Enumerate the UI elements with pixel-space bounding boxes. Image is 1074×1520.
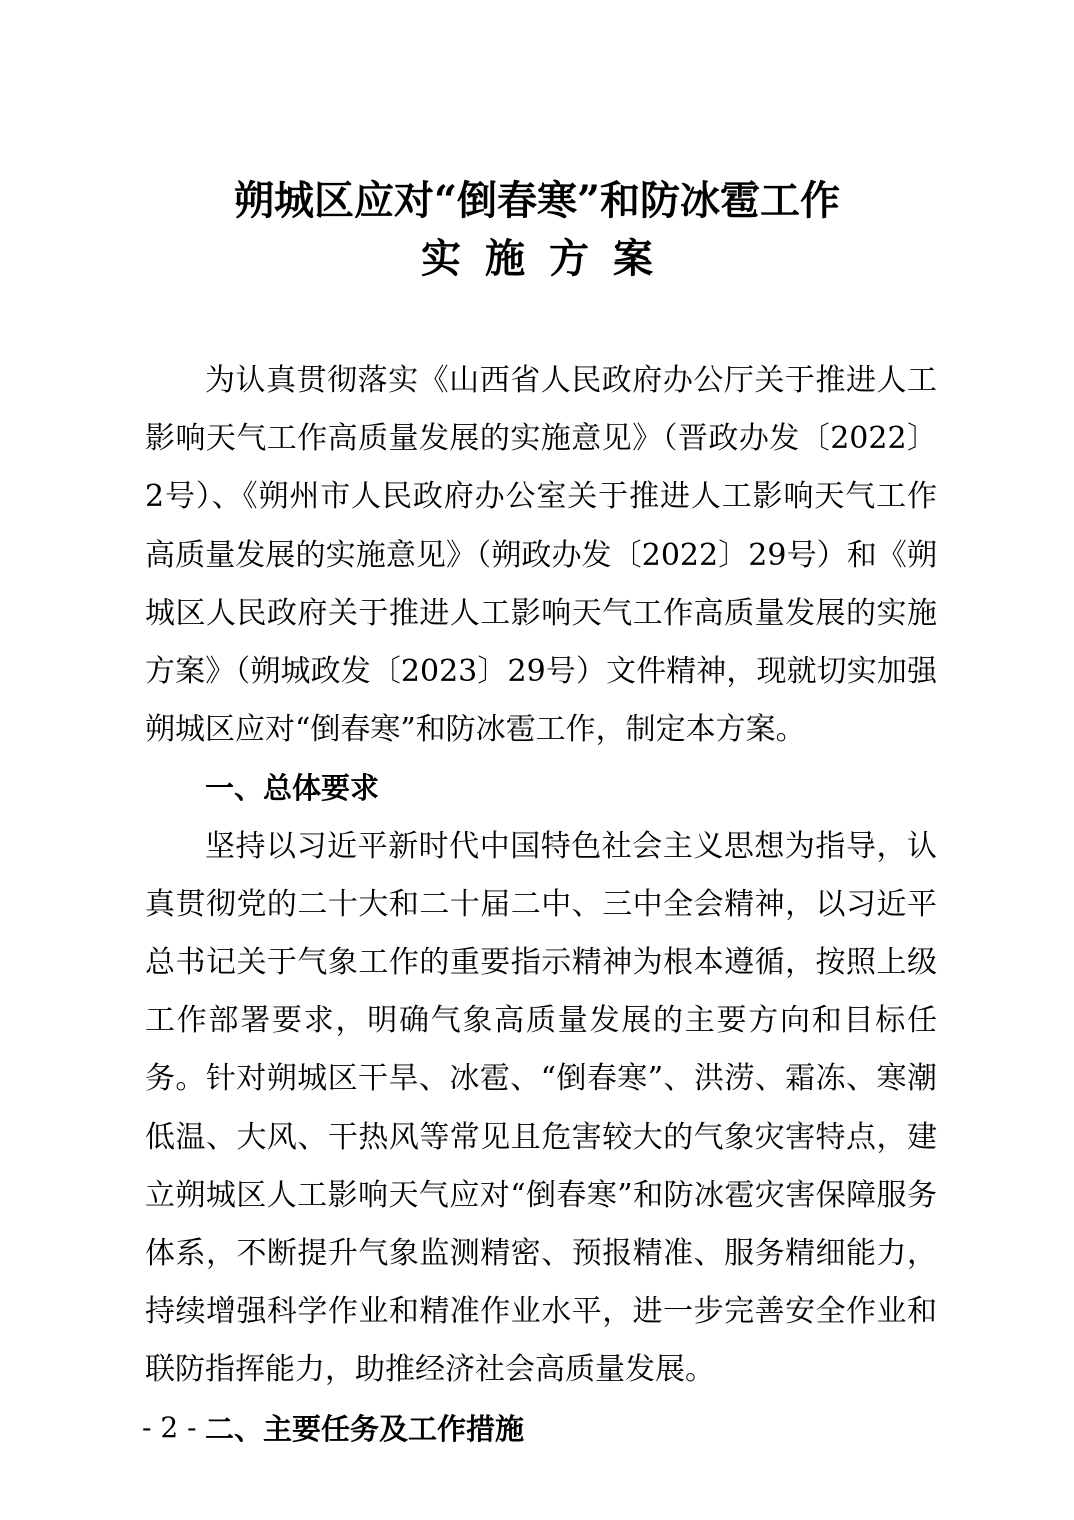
intro-paragraph: 为认真贯彻落实《山西省人民政府办公厅关于推进人工影响天气工作高质量发展的实施意见》（晋政办发〔2022〕2号）、《朔州市人民政府办公室关于推进人工影响天气工作高质量发展的实施意见》（朔政办发〔2022〕29号）和《朔城区人民政府关于推进人工影响天气工作高质量发展的实施方案》（朔城政发〔2023〕29号）文件精神，现就切实加强朔城区应对“倒春寒”和防冰雹工作，制定本方案。 [145,363,937,748]
general-requirements-paragraph: 坚持以习近平新时代中国特色社会主义思想为指导，认真贯彻党的二十大和二十届二中、三中全会精神，以习近平总书记关于气象工作的重要指示精神为根本遵循，按照上级工作部署要求，明确气象高质量发展的主要方向和目标任务。针对朔城区干旱、冰雹、“倒春寒”、洪涝、霜冻、寒潮低温、大风、干热风等常见且危害较大的气象灾害特点，建立朔城区人工影响天气应对“倒春寒”和防冰雹灾害保障服务体系，不断提升气象监测精密、预报精准、服务精细能力，持续增强科学作业和精准作业水平，进一步完善安全作业和联防指挥能力，助推经济社会高质量发展。 [145,828,937,1388]
section-heading-general-requirements: 一、总体要求 [205,771,380,806]
page-number: - 2 - [142,1411,197,1444]
document-title-line2: 实施方案 [421,235,677,282]
document-title-line1: 朔城区应对“倒春寒”和防冰雹工作 [233,177,840,224]
document-body [145,352,937,1458]
section-heading-main-tasks: 二、主要任务及工作措施 [205,1411,525,1446]
